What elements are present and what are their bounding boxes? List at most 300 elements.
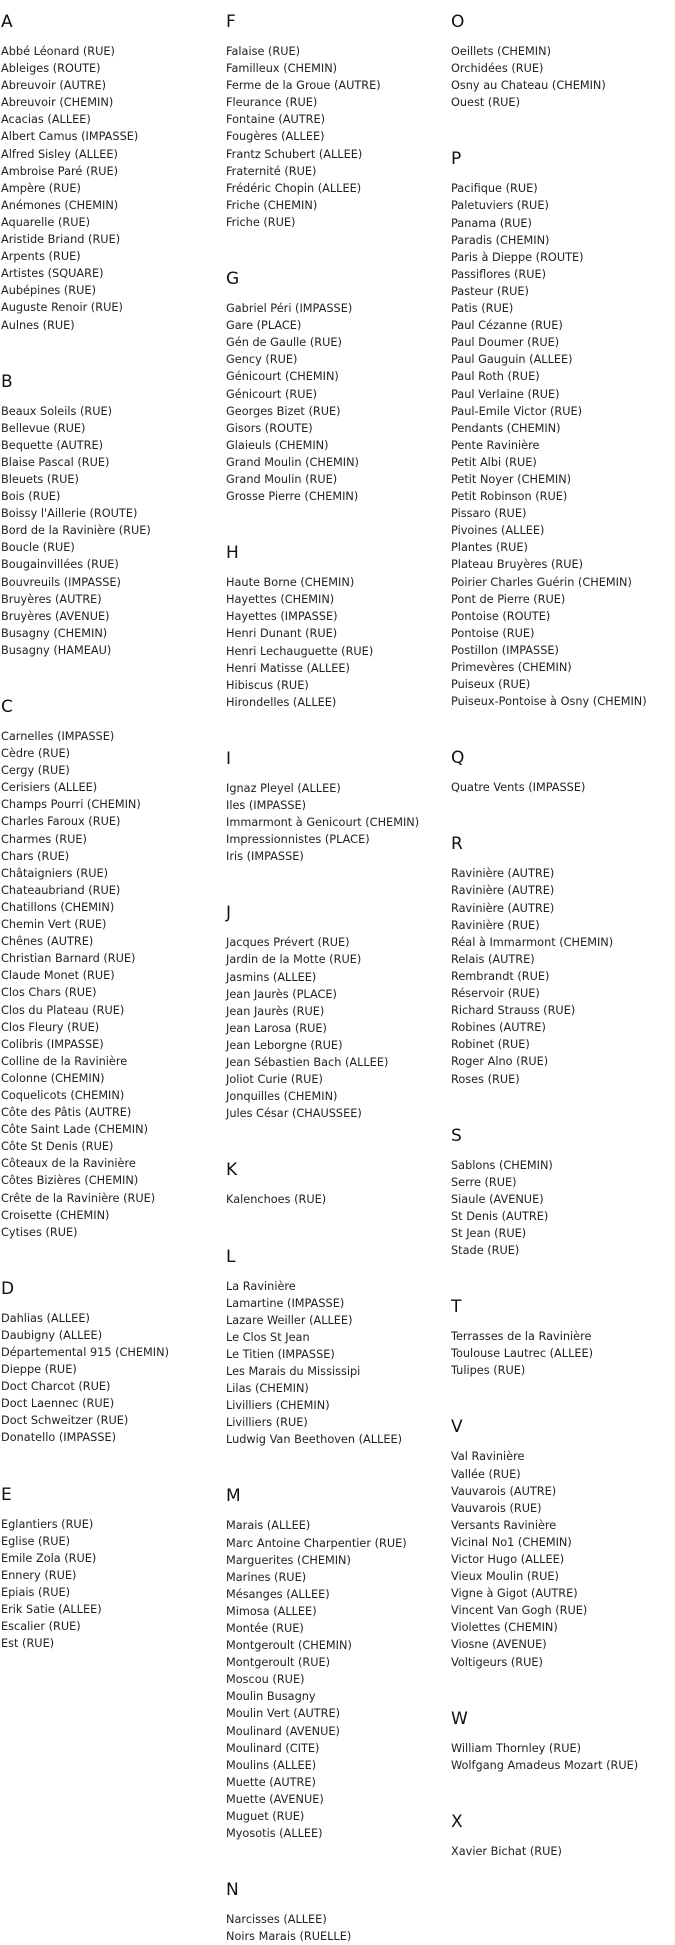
street-list-item: Bois (RUE) <box>1 490 61 504</box>
street-list-item: Côte St Denis (RUE) <box>1 1140 114 1154</box>
street-list-item: Pontoise (ROUTE) <box>451 609 551 623</box>
street-list-item: Bouvreuils (IMPASSE) <box>1 575 121 589</box>
street-list-item: Paul Doumer (RUE) <box>451 336 560 350</box>
street-list-item: Côte Saint Lade (CHEMIN) <box>1 1123 148 1137</box>
street-list-item: Départemental 915 (CHEMIN) <box>1 1346 169 1359</box>
street-list-item: Alfred Sisley (ALLEE) <box>1 147 118 161</box>
street-list-item: Ouest (RUE) <box>451 96 520 110</box>
street-list-item: Ferme de la Groue (AUTRE) <box>226 79 381 93</box>
street-list-item: Aquarelle (RUE) <box>1 215 91 229</box>
street-list-item: Moulin Busagny <box>226 1690 316 1704</box>
street-list-item: Henri Matisse (ALLEE) <box>226 661 350 675</box>
street-list-item: Croisette (CHEMIN) <box>1 1208 110 1222</box>
street-list-item: Montée (RUE) <box>226 1622 304 1635</box>
street-list-item: Pont de Pierre (RUE) <box>451 592 566 606</box>
street-list-item: Est (RUE) <box>1 1637 55 1651</box>
street-list-item: Ravinière (RUE) <box>451 918 540 932</box>
letter-section <box>451 1379 673 1670</box>
street-list-item: Claude Monet (RUE) <box>1 969 115 983</box>
street-list-item: Glaieuls (CHEMIN) <box>226 438 329 452</box>
street-list <box>451 1448 673 1670</box>
street-list-item: Coquelicots (CHEMIN) <box>1 1088 125 1102</box>
letter-section <box>1 334 223 659</box>
street-list-item: Iris (IMPASSE) <box>226 850 304 864</box>
street-list-item: Doct Schweitzer (RUE) <box>1 1414 129 1428</box>
letter-section <box>451 1671 673 1774</box>
street-list-item: Petit Albi (RUE) <box>451 455 537 469</box>
street-list-item: Moulins (ALLEE) <box>226 1758 317 1772</box>
street-list-item: Lamartine (IMPASSE) <box>226 1296 345 1310</box>
street-list-item: Stade (RUE) <box>451 1244 520 1258</box>
street-list-item: Albert Camus (IMPASSE) <box>1 130 139 144</box>
section-letter-heading: A <box>1 12 13 32</box>
street-list-item: Bord de la Ravinière (RUE) <box>1 524 151 538</box>
section-letter-heading: Q <box>451 748 465 769</box>
street-list-item: Clos du Plateau (RUE) <box>1 1003 125 1017</box>
street-list-item: Christian Barnard (RUE) <box>1 952 136 966</box>
street-list-item: Les Marais du Mississipi <box>226 1364 361 1378</box>
street-list-item: Côte des Pâtis (AUTRE) <box>1 1106 132 1120</box>
street-list-item: Lilas (CHEMIN) <box>226 1382 309 1396</box>
street-list-item: Fougères (ALLEE) <box>226 130 325 144</box>
street-list-item: Moscou (RUE) <box>226 1673 305 1687</box>
street-list-item: Frédéric Chopin (ALLEE) <box>226 181 362 195</box>
street-list-item: Siaule (AVENUE) <box>451 1192 544 1206</box>
street-list-item: Eglantiers (RUE) <box>1 1517 94 1531</box>
street-list-item: Henri Dunant (RUE) <box>226 627 338 641</box>
street-list <box>451 1157 673 1260</box>
street-list-item: La Ravinière <box>226 1279 296 1293</box>
street-list-item: Abreuvoir (CHEMIN) <box>1 96 114 110</box>
street-list-item: Muguet (RUE) <box>226 1810 305 1824</box>
section-letter-heading: C <box>1 697 13 717</box>
street-list-item: Narcisses (ALLEE) <box>226 1913 327 1927</box>
street-list-item: Vauvarois (AUTRE) <box>451 1484 557 1498</box>
street-list-item: Jean Jaurès (RUE) <box>226 1004 325 1018</box>
street-list-item: Livilliers (CHEMIN) <box>226 1399 330 1413</box>
street-list <box>451 43 673 111</box>
letter-section <box>1 1241 223 1447</box>
section-letter-heading: H <box>226 543 239 564</box>
street-list-item: Bruyères (AVENUE) <box>1 609 110 623</box>
street-list <box>226 1911 448 1945</box>
street-list-item: Paletuviers (RUE) <box>451 199 549 213</box>
street-list-item: Ravinière (AUTRE) <box>451 867 555 881</box>
street-list-item: Grand Moulin (RUE) <box>226 472 338 486</box>
street-list-item: Eglise (RUE) <box>1 1534 71 1548</box>
section-letter-heading: R <box>451 834 463 855</box>
street-list-item: Toulouse Lautrec (ALLEE) <box>451 1347 594 1361</box>
street-list-item: Xavier Bichat (RUE) <box>451 1844 562 1858</box>
street-list-item: Friche (CHEMIN) <box>226 198 318 212</box>
street-list-item: Oeillets (CHEMIN) <box>451 45 551 58</box>
street-list-item: Pivoines (ALLEE) <box>451 524 545 538</box>
street-list-item: Ignaz Pleyel (ALLEE) <box>226 781 341 795</box>
street-list-item: Pontoise (RUE) <box>451 626 535 640</box>
street-list-item: Osny au Chateau (CHEMIN) <box>451 79 606 93</box>
street-list-item: Fontaine (AUTRE) <box>226 113 326 127</box>
street-list-item: Muette (AVENUE) <box>226 1792 324 1806</box>
street-list-item: Châtaigniers (RUE) <box>1 866 109 880</box>
street-list-item: Hirondelles (ALLEE) <box>226 695 337 709</box>
street-list-item: Myosotis (ALLEE) <box>226 1827 323 1841</box>
street-list-item: Chateaubriand (RUE) <box>1 883 121 897</box>
letter-section <box>451 12 673 111</box>
street-list-item: Auguste Renoir (RUE) <box>1 301 123 315</box>
section-letter-heading: P <box>451 149 462 170</box>
street-list-item: Marguerites (CHEMIN) <box>226 1553 351 1567</box>
street-index-column-3 <box>451 0 673 1860</box>
street-list-item: Marc Antoine Charpentier (RUE) <box>226 1536 407 1550</box>
street-list-item: Postillon (IMPASSE) <box>451 643 559 657</box>
street-list-item: Génicourt (RUE) <box>226 387 318 401</box>
letter-section <box>451 1088 673 1260</box>
street-list-item: Cerisiers (ALLEE) <box>1 781 98 795</box>
street-list-item: Violettes (CHEMIN) <box>451 1621 558 1635</box>
street-list-item: Aristide Briand (RUE) <box>1 233 121 247</box>
street-list-item: Gency (RUE) <box>226 353 298 367</box>
street-list-item: Robinet (RUE) <box>451 1038 530 1052</box>
letter-section <box>1 659 223 1241</box>
street-list-item: Puiseux-Pontoise à Osny (CHEMIN) <box>451 695 647 709</box>
street-list-item: Emile Zola (RUE) <box>1 1551 97 1565</box>
street-list-item: Robines (AUTRE) <box>451 1021 546 1035</box>
street-list-item: Roses (RUE) <box>451 1072 520 1086</box>
street-list-item: Mimosa (ALLEE) <box>226 1604 317 1618</box>
street-list-item: Iles (IMPASSE) <box>226 799 307 812</box>
street-list-item: Grosse Pierre (CHEMIN) <box>226 490 359 504</box>
street-list-item: Jardin de la Motte (RUE) <box>226 953 362 967</box>
street-list-item: Moulinard (CITE) <box>226 1741 320 1755</box>
street-list-item: Clos Chars (RUE) <box>1 986 97 1000</box>
street-list-item: Vincent Van Gogh (RUE) <box>451 1604 588 1618</box>
street-list-item: Escalier (RUE) <box>1 1620 81 1634</box>
street-list-item: Cèdre (RUE) <box>1 747 71 761</box>
street-list-item: Jules César (CHAUSSEE) <box>226 1107 362 1121</box>
letter-section <box>451 1259 673 1379</box>
street-list-item: Donatello (IMPASSE) <box>1 1431 117 1445</box>
street-list-item: Paradis (CHEMIN) <box>451 233 550 247</box>
street-list-item: Boissy l'Aillerie (ROUTE) <box>1 507 138 521</box>
section-letter-heading: J <box>226 903 232 924</box>
street-list-item: Rembrandt (RUE) <box>451 969 550 983</box>
street-list-item: Abbé Léonard (RUE) <box>1 45 115 58</box>
street-list-item: Doct Charcot (RUE) <box>1 1380 111 1394</box>
street-list-item: Hayettes (IMPASSE) <box>226 610 338 624</box>
street-list-item: Hibiscus (RUE) <box>226 678 309 692</box>
street-list <box>451 180 673 710</box>
street-list-item: Gisors (ROUTE) <box>226 421 313 435</box>
street-list-item: Paul Cézanne (RUE) <box>451 319 563 333</box>
street-list-item: Chars (RUE) <box>1 849 70 863</box>
street-list <box>451 865 673 1087</box>
street-list-item: Friche (RUE) <box>226 215 296 229</box>
street-list <box>226 43 448 231</box>
street-list-item: Paul-Emile Victor (RUE) <box>451 404 583 418</box>
street-list-item: Côtes Bizières (CHEMIN) <box>1 1174 139 1188</box>
street-list-item: Ennery (RUE) <box>1 1568 77 1582</box>
letter-section <box>226 1122 448 1208</box>
street-list-item: Vicinal No1 (CHEMIN) <box>451 1535 572 1549</box>
street-list-item: Georges Bizet (RUE) <box>226 404 341 418</box>
street-list-item: Moulinard (AVENUE) <box>226 1724 340 1738</box>
street-list-item: Charmes (RUE) <box>1 832 87 846</box>
street-list-item: Dahlias (ALLEE) <box>1 1311 90 1325</box>
street-list-item: Mésanges (ALLEE) <box>226 1587 330 1601</box>
street-list-item: Hayettes (CHEMIN) <box>226 593 335 607</box>
street-list-item: Sablons (CHEMIN) <box>451 1158 553 1172</box>
street-list <box>226 780 448 865</box>
street-list-item: Primevères (CHEMIN) <box>451 661 572 674</box>
street-list-item: Orchidées (RUE) <box>451 62 544 76</box>
street-list-item: Lazare Weiller (ALLEE) <box>226 1313 353 1327</box>
street-list-item: Noirs Marais (RUELLE) <box>226 1930 352 1944</box>
letter-section <box>451 111 673 710</box>
street-list <box>451 1843 673 1860</box>
street-list-item: Versants Ravinière <box>451 1518 557 1532</box>
street-list-item: Kalenchoes (RUE) <box>226 1193 327 1207</box>
street-list-item: Haute Borne (CHEMIN) <box>226 576 355 590</box>
street-list-item: Joliot Curie (RUE) <box>226 1073 323 1087</box>
section-letter-heading: V <box>451 1417 463 1438</box>
street-list-item: Terrasses de la Ravinière <box>451 1330 592 1344</box>
street-list-item: Bougainvillées (RUE) <box>1 558 119 572</box>
street-list-item: Jean Larosa (RUE) <box>226 1021 327 1035</box>
street-list-item: Jasmins (ALLEE) <box>226 970 317 984</box>
street-list-item: Ludwig Van Beethoven (ALLEE) <box>226 1433 403 1447</box>
section-letter-heading: D <box>1 1278 15 1299</box>
section-letter-heading: S <box>451 1125 462 1146</box>
letter-section <box>226 711 448 865</box>
street-list-item: Pente Ravinière <box>451 438 540 452</box>
street-list-item: Dieppe (RUE) <box>1 1363 77 1377</box>
street-list-item: Paris à Dieppe (ROUTE) <box>451 250 584 264</box>
section-letter-heading: L <box>226 1246 236 1267</box>
street-list-item: Bruyères (AUTRE) <box>1 592 102 606</box>
street-list-item: Vallée (RUE) <box>451 1467 521 1481</box>
section-letter-heading: N <box>226 1880 239 1901</box>
street-list <box>1 403 223 659</box>
street-list <box>1 1516 223 1653</box>
street-list-item: Génicourt (CHEMIN) <box>226 370 339 384</box>
street-list-item: Montgeroult (CHEMIN) <box>226 1639 352 1653</box>
street-list-item: Charles Faroux (RUE) <box>1 815 121 829</box>
street-list-item: Busagny (CHEMIN) <box>1 626 108 640</box>
street-list-item: Busagny (HAMEAU) <box>1 643 112 657</box>
street-list-item: Ableiges (ROUTE) <box>1 62 101 76</box>
street-list-item: Clos Fleury (RUE) <box>1 1020 100 1034</box>
street-list-item: Ravinière (AUTRE) <box>451 901 555 915</box>
street-list-item: Réservoir (RUE) <box>451 987 540 1001</box>
street-list-item: Bleuets (RUE) <box>1 472 79 486</box>
street-list-item: Familleux (CHEMIN) <box>226 62 338 76</box>
street-list-item: Petit Noyer (CHEMIN) <box>451 472 572 486</box>
street-list-item: Jonquilles (CHEMIN) <box>226 1090 338 1104</box>
street-list-item: Gén de Gaulle (RUE) <box>226 336 342 350</box>
street-list <box>226 300 448 505</box>
letter-section <box>451 796 673 1087</box>
section-letter-heading: B <box>1 371 13 392</box>
street-list-item: Marines (RUE) <box>226 1570 307 1584</box>
street-list-item: Vieux Moulin (RUE) <box>451 1570 559 1584</box>
street-list-item: St Jean (RUE) <box>451 1226 527 1240</box>
street-list-item: Pendants (CHEMIN) <box>451 421 561 435</box>
street-list-item: Carnelles (IMPASSE) <box>1 730 115 743</box>
street-list <box>226 934 448 1122</box>
letter-section <box>451 710 673 796</box>
street-list-item: Plantes (RUE) <box>451 541 528 555</box>
street-list <box>451 779 673 796</box>
street-list-item: St Denis (AUTRE) <box>451 1209 549 1223</box>
section-letter-heading: O <box>451 12 465 32</box>
street-list-item: Paul Roth (RUE) <box>451 370 540 384</box>
street-list-item: Réal à Immarmont (CHEMIN) <box>451 935 614 949</box>
street-list-item: Richard Strauss (RUE) <box>451 1004 576 1018</box>
street-list <box>1 728 223 1241</box>
street-list-item: Grand Moulin (CHEMIN) <box>226 455 359 469</box>
street-list-item: Henri Lechauguette (RUE) <box>226 644 374 658</box>
street-list <box>451 1740 673 1774</box>
street-list-item: Livilliers (RUE) <box>226 1416 308 1430</box>
street-list-item: William Thornley (RUE) <box>451 1741 582 1755</box>
street-list-item: Patis (RUE) <box>451 302 514 316</box>
street-list-item: Gare (PLACE) <box>226 319 302 333</box>
street-list-item: Champs Pourri (CHEMIN) <box>1 798 141 812</box>
section-letter-heading: W <box>451 1708 468 1729</box>
street-list-item: Vauvarois (RUE) <box>451 1501 542 1515</box>
street-list-item: Colibris (IMPASSE) <box>1 1037 104 1051</box>
section-letter-heading: X <box>451 1811 463 1832</box>
street-list-item: Chatillons (CHEMIN) <box>1 900 115 914</box>
street-list-item: Falaise (RUE) <box>226 45 301 58</box>
street-list <box>226 1517 448 1842</box>
letter-section <box>226 1448 448 1842</box>
street-list-item: Artistes (SQUARE) <box>1 267 104 281</box>
street-list <box>1 43 223 334</box>
street-list <box>451 1328 673 1379</box>
letter-section <box>226 12 448 231</box>
street-list-item: Pacifique (RUE) <box>451 182 538 196</box>
street-list-item: Quatre Vents (IMPASSE) <box>451 781 586 795</box>
street-list-item: Cergy (RUE) <box>1 764 70 778</box>
street-list-item: Colline de la Ravinière <box>1 1054 128 1068</box>
street-list-item: Bequette (AUTRE) <box>1 438 104 452</box>
street-list <box>226 1278 448 1449</box>
street-list-item: Viosne (AVENUE) <box>451 1638 547 1652</box>
street-list-item: Vigne à Gigot (AUTRE) <box>451 1587 578 1601</box>
letter-section <box>226 1209 448 1449</box>
section-letter-heading: F <box>226 12 236 32</box>
street-list-item: Frantz Schubert (ALLEE) <box>226 147 363 161</box>
street-list-item: Ampère (RUE) <box>1 181 81 195</box>
street-list-item: Fraternité (RUE) <box>226 164 317 178</box>
street-list-item: Moulin Vert (AUTRE) <box>226 1707 341 1721</box>
street-list-item: Gabriel Péri (IMPASSE) <box>226 302 353 316</box>
street-list-item: Bellevue (RUE) <box>1 421 86 435</box>
street-list-item: Cytises (RUE) <box>1 1225 78 1239</box>
street-list-item: Ambroise Paré (RUE) <box>1 164 119 178</box>
street-list-item: Chênes (AUTRE) <box>1 935 94 949</box>
street-list-item: Wolfgang Amadeus Mozart (RUE) <box>451 1758 639 1772</box>
letter-section <box>451 1774 673 1860</box>
street-list-item: Roger Alno (RUE) <box>451 1055 549 1069</box>
letter-section <box>226 505 448 711</box>
street-index-column-2 <box>226 0 448 1945</box>
street-list <box>226 574 448 711</box>
section-letter-heading: G <box>226 269 240 290</box>
street-list-item: Doct Laennec (RUE) <box>1 1397 115 1411</box>
street-list-item: Immarmont à Genicourt (CHEMIN) <box>226 816 420 830</box>
street-list-item: Epiais (RUE) <box>1 1585 71 1599</box>
street-list-item: Jean Sébastien Bach (ALLEE) <box>226 1056 389 1070</box>
letter-section <box>1 12 223 334</box>
street-list-item: Blaise Pascal (RUE) <box>1 455 110 469</box>
street-list-item: Côteaux de la Ravinière <box>1 1157 136 1171</box>
street-list-item: Anémones (CHEMIN) <box>1 198 119 212</box>
street-list-item: Passiflores (RUE) <box>451 267 547 281</box>
letter-section <box>1 1447 223 1653</box>
street-list-item: Beaux Soleils (RUE) <box>1 404 113 418</box>
street-list-item: Tulipes (RUE) <box>451 1364 526 1378</box>
street-list-item: Paul Gauguin (ALLEE) <box>451 353 573 367</box>
street-list <box>226 1191 448 1208</box>
street-list-item: Boucle (RUE) <box>1 541 75 555</box>
street-list-item: Le Clos St Jean <box>226 1330 310 1344</box>
street-list-item: Plateau Bruyères (RUE) <box>451 558 584 572</box>
street-list-item: Acacias (ALLEE) <box>1 113 91 127</box>
street-index-column-1 <box>1 0 223 1652</box>
street-list-item: Muette (AUTRE) <box>226 1775 316 1789</box>
street-list-item: Erik Satie (ALLEE) <box>1 1603 102 1617</box>
street-list-item: Petit Robinson (RUE) <box>451 490 568 504</box>
letter-section <box>226 865 448 1122</box>
letter-section <box>226 1842 448 1945</box>
street-list-item: Ravinière (AUTRE) <box>451 884 555 898</box>
street-list-item: Puiseux (RUE) <box>451 678 531 692</box>
street-list-item: Aulnes (RUE) <box>1 318 75 332</box>
street-list-item: Crête de la Ravinière (RUE) <box>1 1191 156 1205</box>
street-list-item: Aubépines (RUE) <box>1 284 96 298</box>
street-list-item: Pasteur (RUE) <box>451 284 529 298</box>
street-list-item: Arpents (RUE) <box>1 250 81 264</box>
section-letter-heading: E <box>1 1484 12 1505</box>
street-list-item: Serre (RUE) <box>451 1175 517 1189</box>
street-list-item: Jean Leborgne (RUE) <box>226 1038 343 1052</box>
street-list-item: Jean Jaurès (PLACE) <box>226 987 337 1001</box>
street-list-item: Fleurance (RUE) <box>226 96 318 110</box>
street-list-item: Pissaro (RUE) <box>451 507 527 521</box>
street-list-item: Marais (ALLEE) <box>226 1519 311 1533</box>
street-list-item: Abreuvoir (AUTRE) <box>1 79 107 93</box>
street-list-item: Chemin Vert (RUE) <box>1 918 107 932</box>
street-list-item: Poirier Charles Guérin (CHEMIN) <box>451 575 632 589</box>
section-letter-heading: M <box>226 1486 241 1507</box>
street-list-item: Val Ravinière <box>451 1450 525 1464</box>
street-list-item: Jacques Prévert (RUE) <box>226 936 350 950</box>
street-list-item: Relais (AUTRE) <box>451 952 535 966</box>
street-list-item: Panama (RUE) <box>451 216 532 230</box>
street-list-item: Daubigny (ALLEE) <box>1 1328 103 1342</box>
section-letter-heading: K <box>226 1160 238 1181</box>
section-letter-heading: T <box>451 1297 462 1318</box>
street-list-item: Voltigeurs (RUE) <box>451 1655 543 1669</box>
street-list-item: Paul Verlaine (RUE) <box>451 387 560 401</box>
street-list-item: Le Titien (IMPASSE) <box>226 1347 335 1361</box>
street-list-item: Impressionnistes (PLACE) <box>226 833 370 847</box>
letter-section <box>226 231 448 505</box>
street-list-item: Colonne (CHEMIN) <box>1 1071 105 1085</box>
street-list-item: Victor Hugo (ALLEE) <box>451 1553 565 1566</box>
